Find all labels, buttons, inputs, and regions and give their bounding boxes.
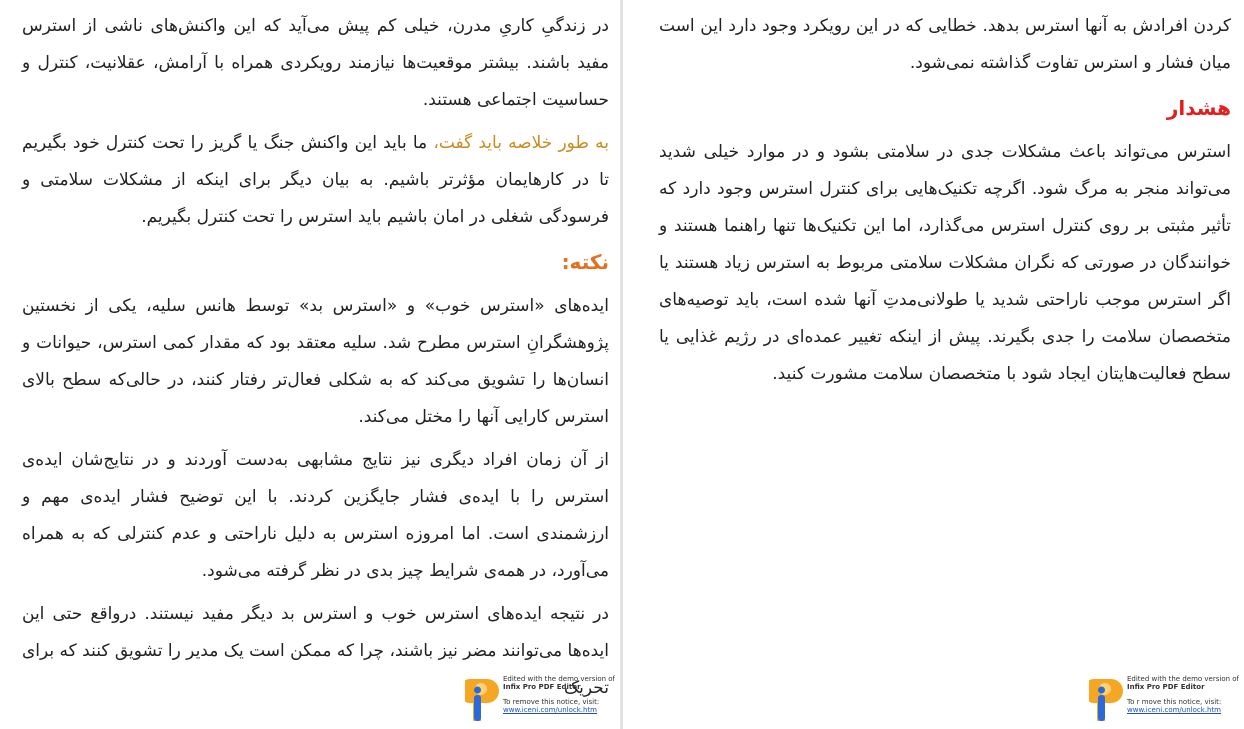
paragraph-modern-work-life: در زندگیِ کاریِ مدرن، خیلی کم پیش می‌آید که این واکنش‌های ناشی از استرس مفید باشند. بیشتر موقعیت‌ها نیازمند رویکردی همراه با آرامش، عقلانیت، کنترل و حساسیت اجتماعی هستند. bbox=[22, 16, 609, 110]
paragraph-summary bbox=[22, 125, 609, 236]
paragraph-pressure-idea: از آن زمان افراد دیگری نیز نتایج مشابهی به‌دست آوردند و در نتایج‌شان ایده‌ی استرس را با ایده‌ی فشار جایگزین کردند. با این توضیح فشار ایده‌ی مهم و ارزشمندی است. اما امروزه استرس به دلیل ناراحتی و عدم کنترلی که به همراه می‌آورد، در همه‌ی شرایط چیز بدی در نظر گرفته می‌شود. bbox=[22, 450, 609, 581]
infix-logo-icon bbox=[1089, 675, 1125, 725]
pdf-page-left bbox=[0, 0, 620, 729]
paragraph-good-bad-stress: ایده‌های «استرس خوب» و «استرس بد» توسط هانس سلیه، یکی از نخستین پژوهشگرانِ استرس مطرح شد. سلیه معتقد بود که مقدار کمی استرس، حیوانات و انسان‌ها را تشویق می‌کند که به شکلی فعال‌تر رفتار کنند، در حالی‌که سطح بالای استرس کارایی آنها را مختل می‌کند. bbox=[22, 296, 609, 427]
watermark-product-name: Infix Pro PDF Editor bbox=[1127, 683, 1205, 691]
watermark-unlock-link[interactable]: www.iceni.com/unlock.htm bbox=[503, 706, 598, 714]
demo-watermark-left bbox=[465, 675, 615, 725]
infix-logo-icon bbox=[465, 675, 501, 725]
paragraph-continued: کردن افرادش به آنها استرس بدهد. خطایی که در این رویکرد وجود دارد این است میان فشار و استرس تفاوت گذاشته نمی‌شود. bbox=[659, 16, 1231, 73]
watermark-remove-notice: To r move this notice, visit: bbox=[1127, 698, 1222, 706]
paragraph-conclusion: در نتیجه ایده‌های استرس خوب و استرس بد دیگر مفید نیستند. درواقع حتی این ایده‌ها می‌توانند مضر نیز باشند، چرا که ممکن است یک مدیر را تشویق کنند که برای تحریک bbox=[22, 604, 609, 698]
pdf-page-right bbox=[623, 0, 1244, 729]
paragraph-health-warning: استرس می‌تواند باعث مشکلات جدی در سلامتی بشود و در موارد خیلی شدید می‌تواند منجر به مرگ شود. اگرچه تکنیک‌هایی برای کنترل استرس وجود دارد که تأثیر مثبتی بر روی کنترل استرس می‌گذارد، اما این تکنیک‌ها تنها راهنما هستند و خوانندگان در صورتی که نگران مشکلات سلامتی مربوط به استرس زیاد هستند یا اگر استرس موجب ناراحتی شدید یا طولانی‌مدتِ آنها شده است، باید توصیه‌های متخصصان سلامت را جدی بگیرند. پیش از اینکه تغییر عمده‌ای در رژیم غذایی یا سطح فعالیت‌هایتان ایجاد شود با متخصصان سلامت مشورت کنید. bbox=[659, 142, 1231, 384]
page-text-right bbox=[659, 8, 1231, 399]
summary-lead-phrase: به طور خلاصه باید گفت، bbox=[433, 133, 609, 153]
watermark-product-name: Infix Pro PDF Editor bbox=[503, 683, 581, 691]
demo-watermark-right bbox=[1089, 675, 1239, 725]
page-text-left bbox=[22, 8, 609, 713]
watermark-edited-text: Edited with the demo version of bbox=[1127, 675, 1240, 683]
summary-text: ما باید این واکنش جنگ یا گریز را تحت کنترل خود بگیریم تا در کارهایمان مؤثرتر باشیم. به بیان دیگر برای اینکه از مشکلات سلامتی و فرسودگی شغلی در امان باشیم باید استرس را تحت کنترل بگیریم. bbox=[22, 133, 609, 227]
note-heading: نکته: bbox=[561, 250, 609, 274]
watermark-edited-text: Edited with the demo version of bbox=[503, 675, 616, 683]
warning-heading: هشدار bbox=[1166, 96, 1231, 120]
watermark-remove-notice: To remove this notice, visit: bbox=[503, 698, 600, 706]
watermark-unlock-link[interactable]: www.iceni.com/unlock.htm bbox=[1127, 706, 1222, 714]
